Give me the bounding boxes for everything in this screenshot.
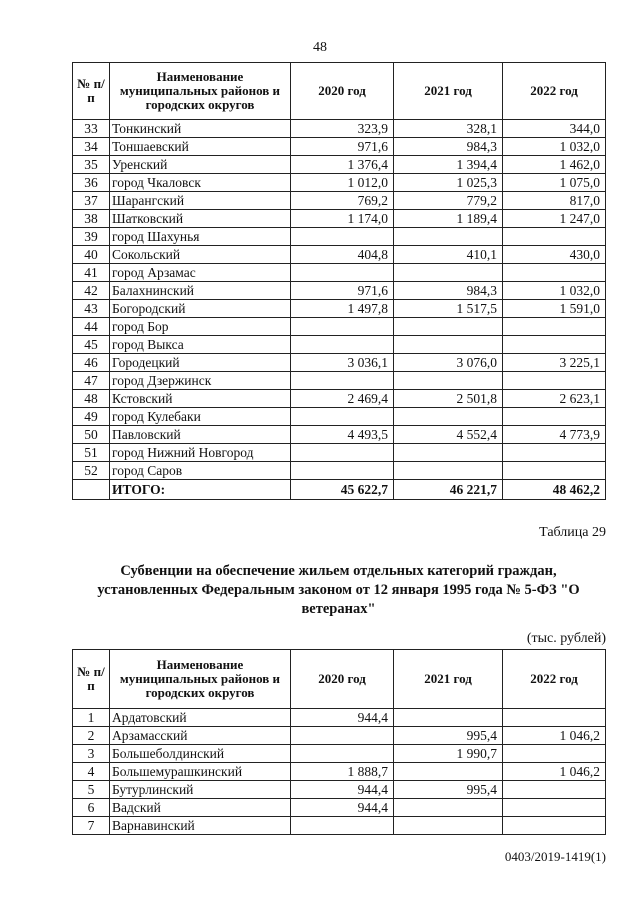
value-2021 — [394, 799, 503, 817]
column-header-2020: 2020 год — [291, 63, 394, 120]
value-2020 — [291, 264, 394, 282]
value-2021: 328,1 — [394, 120, 503, 138]
table-row — [73, 246, 606, 264]
column-header-2021: 2021 год — [394, 63, 503, 120]
row-number: 7 — [73, 817, 110, 835]
value-2022: 1 591,0 — [503, 300, 606, 318]
district-name: Варнавинский — [110, 817, 291, 835]
table-row — [73, 138, 606, 156]
row-number: 50 — [73, 426, 110, 444]
veterans-housing-table — [72, 649, 606, 835]
table-row — [73, 264, 606, 282]
value-2022: 1 247,0 — [503, 210, 606, 228]
row-number: 6 — [73, 799, 110, 817]
row-number: 38 — [73, 210, 110, 228]
value-2021 — [394, 462, 503, 480]
row-number: 51 — [73, 444, 110, 462]
value-2020: 971,6 — [291, 282, 394, 300]
table-row — [73, 300, 606, 318]
value-2020 — [291, 372, 394, 390]
table-row — [73, 282, 606, 300]
value-2022: 430,0 — [503, 246, 606, 264]
table-row — [73, 799, 606, 817]
value-2021 — [394, 264, 503, 282]
table-row — [73, 408, 606, 426]
value-2021: 2 501,8 — [394, 390, 503, 408]
document-code: 0403/2019-1419(1) — [504, 849, 606, 864]
district-name: Павловский — [110, 426, 291, 444]
value-2022 — [503, 709, 606, 727]
value-2021: 3 076,0 — [394, 354, 503, 372]
table-row — [73, 120, 606, 138]
section-title: Субвенции на обеспечение жильем отдельных категорий граждан, установленных Федеральным законом от 12 января 1995 года № 5-ФЗ "О ветеранах" — [97, 563, 580, 617]
value-2021: 1 990,7 — [394, 745, 503, 763]
row-number: 49 — [73, 408, 110, 426]
value-2021 — [394, 372, 503, 390]
district-name: Шатковский — [110, 210, 291, 228]
units-label: (тыс. рублей) — [526, 631, 606, 646]
value-2020 — [291, 462, 394, 480]
row-number: 40 — [73, 246, 110, 264]
district-name: Тоншаевский — [110, 138, 291, 156]
value-2020: 769,2 — [291, 192, 394, 210]
row-number: 1 — [73, 709, 110, 727]
value-2022 — [503, 444, 606, 462]
table-row — [73, 372, 606, 390]
table-row — [73, 174, 606, 192]
district-name: город Нижний Новгород — [110, 444, 291, 462]
total-label: ИТОГО: — [110, 480, 291, 500]
value-2021 — [394, 228, 503, 246]
row-number: 2 — [73, 727, 110, 745]
value-2022 — [503, 408, 606, 426]
row-number: 42 — [73, 282, 110, 300]
value-2021 — [394, 763, 503, 781]
row-number: 36 — [73, 174, 110, 192]
total-number-cell — [73, 480, 110, 500]
value-2021: 1 394,4 — [394, 156, 503, 174]
district-name: город Шахунья — [110, 228, 291, 246]
table-row — [73, 462, 606, 480]
table-row — [73, 444, 606, 462]
subsidies-table-continued — [72, 62, 606, 500]
district-name: Балахнинский — [110, 282, 291, 300]
value-2021: 779,2 — [394, 192, 503, 210]
row-number: 44 — [73, 318, 110, 336]
value-2020: 1 376,4 — [291, 156, 394, 174]
row-number: 45 — [73, 336, 110, 354]
district-name: Шарангский — [110, 192, 291, 210]
value-2020: 3 036,1 — [291, 354, 394, 372]
value-2020 — [291, 817, 394, 835]
value-2022: 3 225,1 — [503, 354, 606, 372]
total-2021: 46 221,7 — [394, 480, 503, 500]
district-name: Бутурлинский — [110, 781, 291, 799]
value-2020: 1 012,0 — [291, 174, 394, 192]
value-2020: 1 888,7 — [291, 763, 394, 781]
table-header-row — [73, 650, 606, 709]
value-2020: 944,4 — [291, 709, 394, 727]
column-header-number: № п/п — [73, 63, 110, 120]
district-name: Вадский — [110, 799, 291, 817]
row-number: 5 — [73, 781, 110, 799]
value-2020 — [291, 444, 394, 462]
value-2022 — [503, 372, 606, 390]
value-2022: 817,0 — [503, 192, 606, 210]
table-row — [73, 745, 606, 763]
district-name: Арзамасский — [110, 727, 291, 745]
table-row — [73, 709, 606, 727]
value-2022: 1 032,0 — [503, 138, 606, 156]
value-2021 — [394, 408, 503, 426]
column-header-2020: 2020 год — [291, 650, 394, 709]
row-number: 35 — [73, 156, 110, 174]
value-2020: 1 497,8 — [291, 300, 394, 318]
row-number: 52 — [73, 462, 110, 480]
table-row — [73, 781, 606, 799]
value-2021: 984,3 — [394, 282, 503, 300]
row-number: 41 — [73, 264, 110, 282]
value-2021 — [394, 444, 503, 462]
district-name: город Дзержинск — [110, 372, 291, 390]
table-row — [73, 727, 606, 745]
district-name: Ардатовский — [110, 709, 291, 727]
value-2022: 1 046,2 — [503, 727, 606, 745]
table-row — [73, 426, 606, 444]
district-name: Городецкий — [110, 354, 291, 372]
column-header-number: № п/п — [73, 650, 110, 709]
value-2020: 404,8 — [291, 246, 394, 264]
district-name: город Бор — [110, 318, 291, 336]
column-header-2022: 2022 год — [503, 650, 606, 709]
table-row — [73, 817, 606, 835]
value-2022: 2 623,1 — [503, 390, 606, 408]
table-row — [73, 228, 606, 246]
value-2022: 4 773,9 — [503, 426, 606, 444]
row-number: 39 — [73, 228, 110, 246]
row-number: 33 — [73, 120, 110, 138]
table-label: Таблица 29 — [539, 525, 606, 540]
district-name: город Саров — [110, 462, 291, 480]
value-2021 — [394, 336, 503, 354]
value-2022 — [503, 336, 606, 354]
value-2022 — [503, 318, 606, 336]
value-2020: 944,4 — [291, 799, 394, 817]
value-2022 — [503, 264, 606, 282]
row-number: 4 — [73, 763, 110, 781]
district-name: Сокольский — [110, 246, 291, 264]
district-name: город Выкса — [110, 336, 291, 354]
row-number: 47 — [73, 372, 110, 390]
district-name: город Чкаловск — [110, 174, 291, 192]
district-name: Кстовский — [110, 390, 291, 408]
total-2020: 45 622,7 — [291, 480, 394, 500]
value-2021 — [394, 709, 503, 727]
district-name: Большеболдинский — [110, 745, 291, 763]
table-row — [73, 763, 606, 781]
value-2020: 4 493,5 — [291, 426, 394, 444]
value-2022: 1 032,0 — [503, 282, 606, 300]
value-2020: 971,6 — [291, 138, 394, 156]
table-row — [73, 390, 606, 408]
value-2021: 1 517,5 — [394, 300, 503, 318]
value-2021: 4 552,4 — [394, 426, 503, 444]
district-name: Большемурашкинский — [110, 763, 291, 781]
value-2020 — [291, 408, 394, 426]
table-row — [73, 210, 606, 228]
value-2022 — [503, 745, 606, 763]
total-row — [73, 480, 606, 500]
value-2022 — [503, 228, 606, 246]
value-2022: 344,0 — [503, 120, 606, 138]
value-2022 — [503, 462, 606, 480]
value-2021: 1 189,4 — [394, 210, 503, 228]
table-row — [73, 354, 606, 372]
district-name: Богородский — [110, 300, 291, 318]
row-number: 48 — [73, 390, 110, 408]
value-2022: 1 046,2 — [503, 763, 606, 781]
district-name: город Кулебаки — [110, 408, 291, 426]
column-header-name: Наименование муниципальных районов и городских округов — [110, 650, 291, 709]
value-2020: 1 174,0 — [291, 210, 394, 228]
column-header-2022: 2022 год — [503, 63, 606, 120]
value-2020 — [291, 727, 394, 745]
district-name: Уренский — [110, 156, 291, 174]
district-name: город Арзамас — [110, 264, 291, 282]
table-row — [73, 192, 606, 210]
value-2021: 1 025,3 — [394, 174, 503, 192]
district-name: Тонкинский — [110, 120, 291, 138]
row-number: 34 — [73, 138, 110, 156]
row-number: 43 — [73, 300, 110, 318]
value-2021: 984,3 — [394, 138, 503, 156]
value-2022 — [503, 799, 606, 817]
value-2021: 995,4 — [394, 727, 503, 745]
row-number: 37 — [73, 192, 110, 210]
value-2020: 2 469,4 — [291, 390, 394, 408]
table-row — [73, 318, 606, 336]
value-2022 — [503, 781, 606, 799]
value-2022: 1 462,0 — [503, 156, 606, 174]
value-2020: 323,9 — [291, 120, 394, 138]
table-row — [73, 336, 606, 354]
value-2022 — [503, 817, 606, 835]
value-2022: 1 075,0 — [503, 174, 606, 192]
total-2022: 48 462,2 — [503, 480, 606, 500]
value-2020 — [291, 336, 394, 354]
row-number: 46 — [73, 354, 110, 372]
value-2021 — [394, 318, 503, 336]
table-header-row — [73, 63, 606, 120]
value-2021 — [394, 817, 503, 835]
value-2020 — [291, 318, 394, 336]
page-number: 48 — [313, 40, 327, 55]
value-2020 — [291, 228, 394, 246]
value-2020: 944,4 — [291, 781, 394, 799]
column-header-name: Наименование муниципальных районов и городских округов — [110, 63, 291, 120]
value-2021: 995,4 — [394, 781, 503, 799]
row-number: 3 — [73, 745, 110, 763]
value-2020 — [291, 745, 394, 763]
value-2021: 410,1 — [394, 246, 503, 264]
table-row — [73, 156, 606, 174]
column-header-2021: 2021 год — [394, 650, 503, 709]
